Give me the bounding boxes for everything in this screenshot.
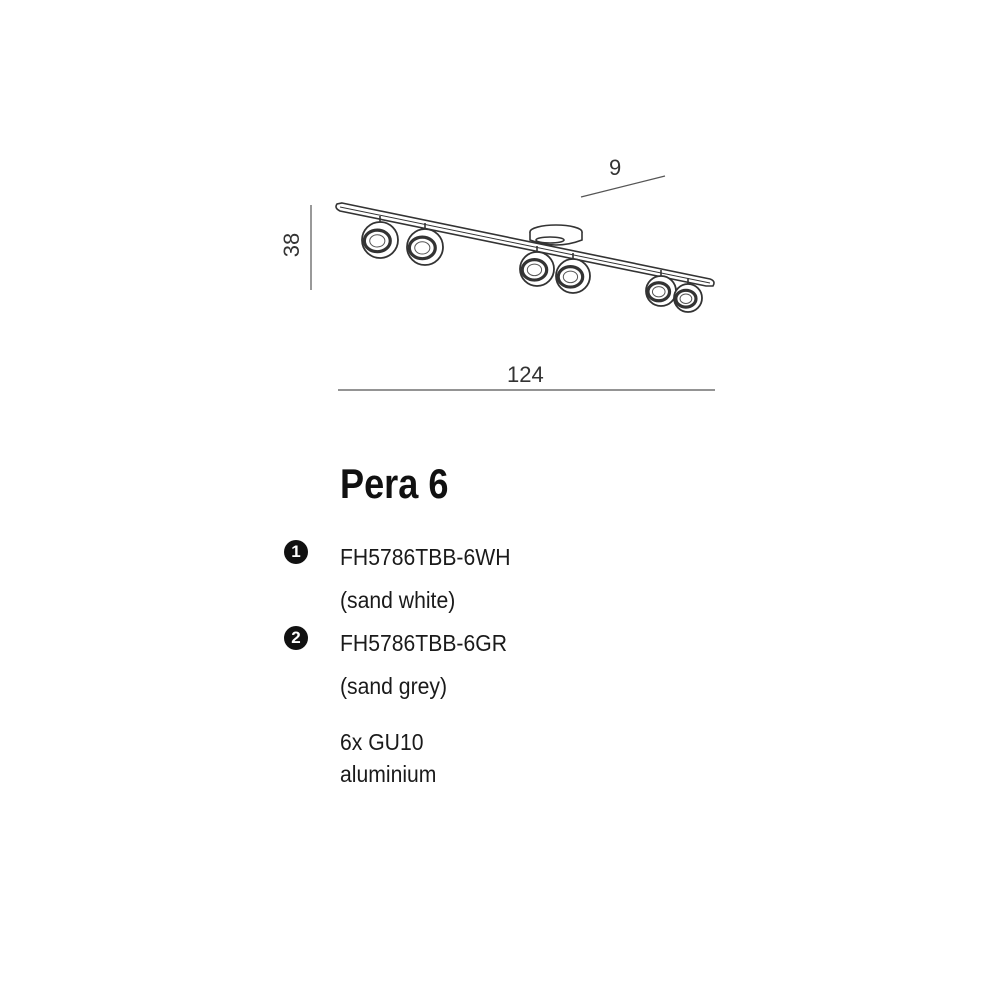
height-label: 38 [279, 232, 304, 258]
variant-1-code: FH5786TBB-6WH [340, 544, 511, 570]
product-title: Pera 6 [340, 460, 449, 507]
variant-2-badge: 2 [284, 626, 308, 650]
ceiling-canopy [530, 225, 582, 245]
lamp-technical-drawing [0, 0, 1000, 420]
bulb-spec: 6x GU10 [340, 729, 424, 755]
depth-dimension-line [581, 176, 665, 197]
variant-2-code: FH5786TBB-6GR [340, 630, 507, 656]
material-spec: aluminium [340, 761, 437, 787]
variant-1-color: (sand white) [340, 587, 456, 613]
depth-label: 9 [609, 155, 622, 180]
variant-1-badge: 1 [284, 540, 308, 564]
variant-2-color: (sand grey) [340, 673, 448, 699]
length-label: 124 [507, 362, 544, 387]
